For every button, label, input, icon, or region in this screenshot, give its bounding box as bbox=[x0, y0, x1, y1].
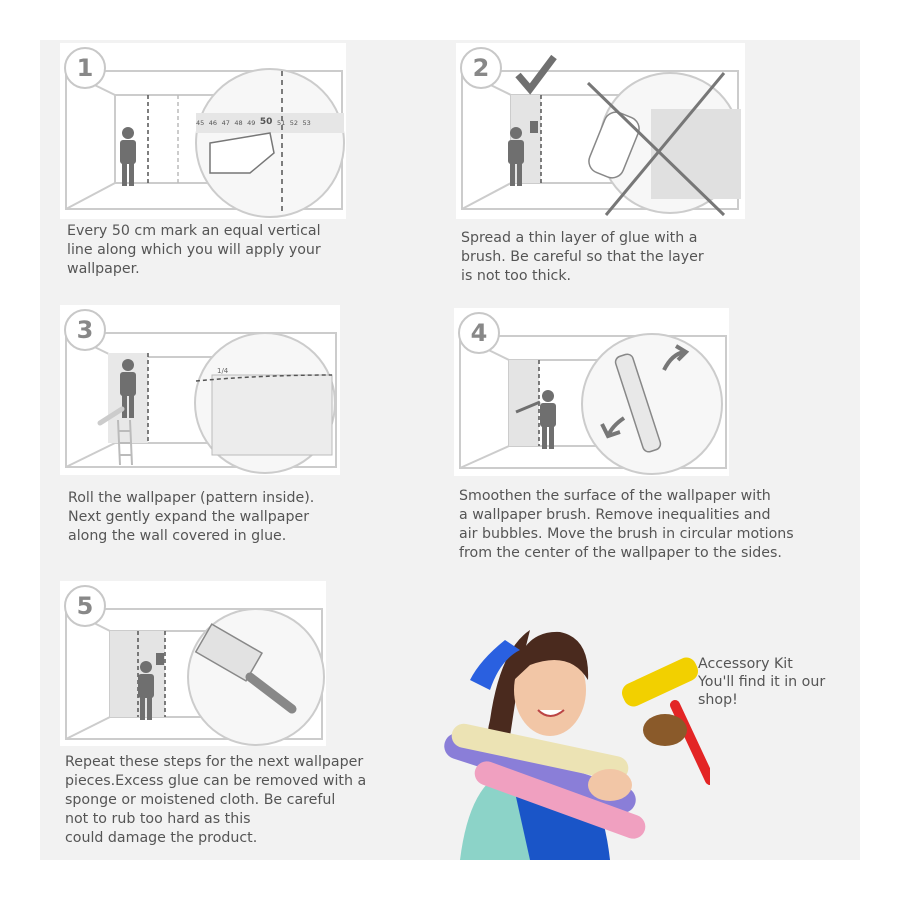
accessory-kit-note: Accessory Kit You'll find it in our shop! bbox=[698, 656, 826, 708]
step-1-caption: Every 50 cm mark an equal vertical line along which you will apply your wallpaper. bbox=[67, 223, 321, 277]
ruler-tick-row bbox=[196, 119, 346, 127]
ruler-tick: 49 bbox=[247, 119, 256, 127]
person-icon bbox=[140, 661, 152, 673]
ruler-tick: 51 bbox=[276, 119, 286, 127]
paint-roller-icon bbox=[619, 654, 702, 710]
ruler-tick: 48 bbox=[234, 119, 243, 127]
step-4-number: 4 bbox=[458, 312, 500, 354]
step-3-caption: Roll the wallpaper (pattern inside). Next gently expand the wallpaper along the wall covered in glue. bbox=[68, 490, 315, 544]
woman-with-supplies-photo bbox=[410, 610, 710, 860]
step-2-number: 2 bbox=[460, 47, 502, 89]
step-4-caption: Smoothen the surface of the wallpaper with a wallpaper brush. Remove inequalities and air bubbles. Move the brush in circular motions from the center of the wallpaper to the sides. bbox=[459, 488, 794, 561]
step-2-caption: Spread a thin layer of glue with a brush. Be careful so that the layer is not too thick. bbox=[461, 230, 704, 284]
step-5-illustration bbox=[60, 581, 326, 746]
ruler-tick: 52 bbox=[289, 119, 298, 127]
step-1-illustration bbox=[60, 43, 346, 219]
ruler-tick: 46 bbox=[208, 119, 218, 127]
ruler-tick: 47 bbox=[221, 119, 230, 127]
step-2-illustration bbox=[456, 43, 745, 219]
measuring-tape bbox=[60, 43, 346, 219]
step-1-number: 1 bbox=[64, 47, 106, 89]
checkmark-icon bbox=[518, 57, 554, 89]
ruler-tick: 45 bbox=[196, 119, 205, 127]
person-icon bbox=[122, 359, 134, 371]
step-4-illustration bbox=[454, 308, 729, 476]
step-5-caption: Repeat these steps for the next wallpaper pieces.Excess glue can be removed with a sponge or moistened cloth. Be careful not to rub too hard as this could damage the product. bbox=[65, 754, 367, 846]
instructions-panel bbox=[40, 40, 860, 860]
ruler-tick: 53 bbox=[302, 119, 311, 127]
paper-mark-label: 1/4 bbox=[217, 367, 229, 375]
ruler-tick: 50 bbox=[259, 117, 273, 127]
step-3-illustration bbox=[60, 305, 340, 475]
person-icon bbox=[510, 127, 522, 139]
step-3-number: 3 bbox=[64, 309, 106, 351]
step-5-number: 5 bbox=[64, 585, 106, 627]
person-icon bbox=[542, 390, 554, 402]
